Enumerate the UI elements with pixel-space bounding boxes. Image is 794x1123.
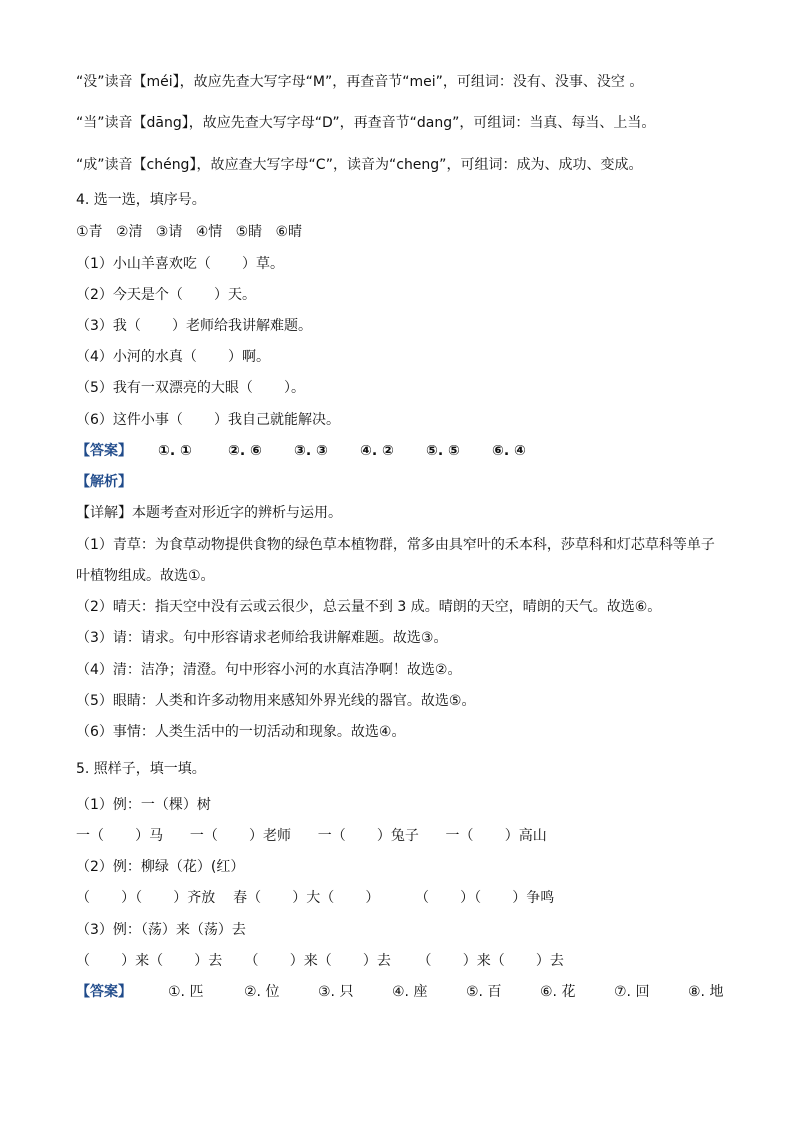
question-5-line: （3）例：（荡）来（荡）去 (76, 922, 246, 938)
question-5-line: （ ）（ ）齐放 春（ ）大（ ） （ ）（ ）争鸣 (76, 890, 555, 906)
detail-line: （1）青草：为食草动物提供食物的绿色草本植物群，常多由具窄叶的禾本科，莎草科和灯芯草科等单子 (76, 537, 715, 553)
question-5-line: （2）例：柳绿（花）(红） (76, 859, 245, 875)
question-4-item-4: （4）小河的水真（ ）啊。 (76, 349, 271, 365)
detail-intro: 【详解】本题考查对形近字的辨析与运用。 (76, 505, 342, 521)
answer-item: ⑥. 花 (540, 984, 576, 1000)
answer-item: ⑤. 百 (466, 984, 502, 1000)
answer-item: ①. ① (158, 443, 192, 459)
question-5-title: 5. 照样子，填一填。 (76, 761, 206, 777)
detail-line: （3）请：请求。句中形容请求老师给我讲解难题。故选③。 (76, 630, 448, 646)
question-4-item-6: （6）这件小事（ ）我自己就能解决。 (76, 412, 341, 428)
question-5-line: （ ）来（ ）去 （ ）来（ ）去 （ ）来（ ）去 (76, 953, 564, 969)
question-4-item-3: （3）我（ ）老师给我讲解难题。 (76, 318, 313, 334)
answer-label: 【答案】 (76, 443, 132, 459)
question-4-item-1: （1）小山羊喜欢吃（ ）草。 (76, 256, 285, 272)
answer-label: 【答案】 (76, 984, 132, 1000)
question-4-answer-row (76, 441, 754, 461)
question-4-options: ①青 ②清 ③请 ④情 ⑤睛 ⑥晴 (76, 224, 303, 240)
explain-line-3: “成”读音【chéng】，故应查大写字母“C”，读音为“cheng”，可组词：成为、成功、变成。 (76, 157, 643, 173)
detail-line: （2）晴天：指天空中没有云或云很少，总云量不到 3 成。晴朗的天空，晴朗的天气。故选⑥。 (76, 599, 662, 615)
detail-line: （4）清：洁净；清澄。句中形容小河的水真洁净啊！故选②。 (76, 662, 462, 678)
answer-item: ⑧. 地 (688, 984, 724, 1000)
answer-item: ⑦. 回 (614, 984, 650, 1000)
detail-line: 叶植物组成。故选①。 (76, 568, 215, 584)
answer-item: ③. 只 (318, 984, 354, 1000)
question-5-line: 一（ ）马 一（ ）老师 一（ ）兔子 一（ ）高山 (76, 828, 547, 844)
answer-item: ④. ② (360, 443, 394, 459)
question-4-item-5: （5）我有一双漂亮的大眼（ ）。 (76, 380, 306, 396)
question-4-item-2: （2）今天是个（ ）天。 (76, 287, 257, 303)
detail-line: （5）眼睛：人类和许多动物用来感知外界光线的器官。故选⑤。 (76, 693, 476, 709)
detail-line: （6）事情：人类生活中的一切活动和现象。故选④。 (76, 724, 406, 740)
answer-item: ①. 匹 (168, 984, 204, 1000)
analysis-label: 【解析】 (76, 474, 132, 490)
answer-item: ⑤. ⑤ (426, 443, 460, 459)
explain-line-1: “没”读音【méi】，故应先查大写字母“M”，再查音节“mei”，可组词：没有、没事、没空 。 (76, 74, 644, 90)
question-5-answer-row (76, 982, 754, 1002)
answer-item: ②. ⑥ (228, 443, 262, 459)
question-4-title: 4. 选一选，填序号。 (76, 192, 206, 208)
answer-item: ④. 座 (392, 984, 428, 1000)
answer-item: ⑥. ④ (492, 443, 526, 459)
question-5-line: （1）例：一（棵）树 (76, 797, 211, 813)
answer-item: ③. ③ (294, 443, 328, 459)
explain-line-2: “当”读音【dāng】，故应先查大写字母“D”，再查音节“dang”，可组词：当真、每当、上当。 (76, 115, 656, 131)
answer-item: ②. 位 (244, 984, 280, 1000)
